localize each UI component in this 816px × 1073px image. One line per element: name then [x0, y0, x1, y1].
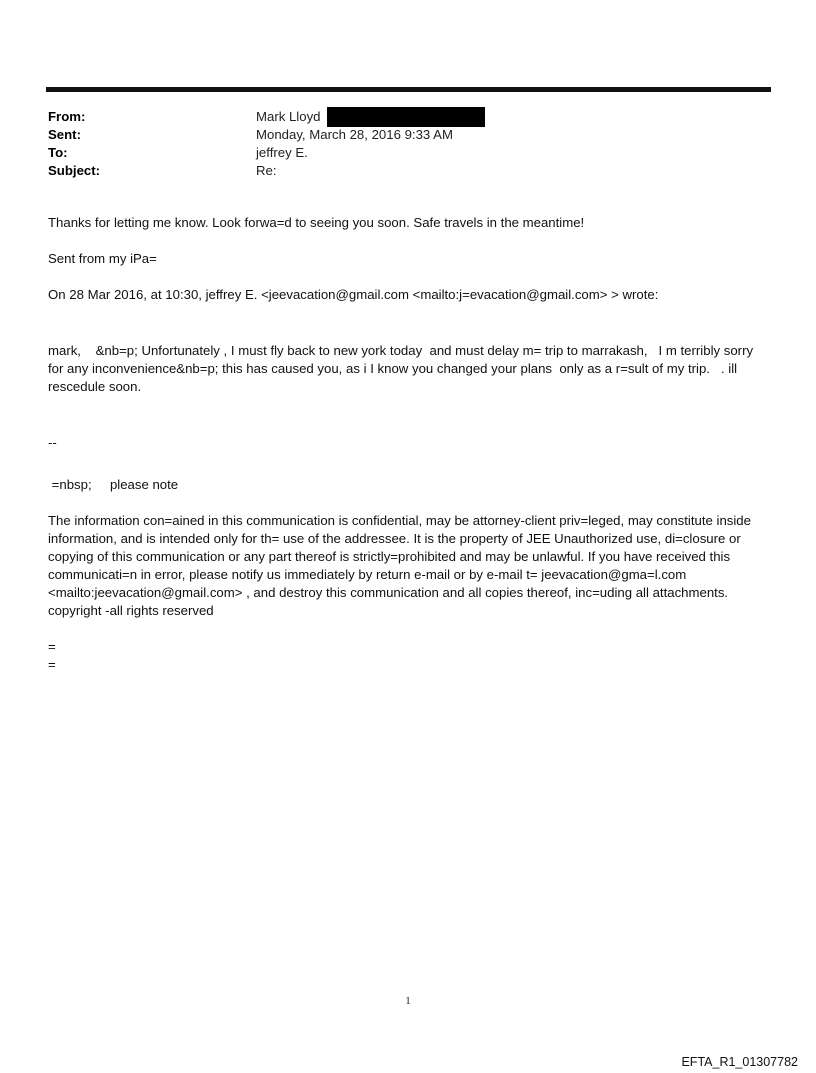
from-name: Mark Lloyd — [256, 109, 321, 124]
sent-row — [48, 126, 768, 144]
from-label: From: — [48, 109, 86, 124]
from-row — [48, 108, 768, 126]
from-value — [256, 108, 485, 126]
to-row — [48, 144, 768, 162]
header-divider — [46, 87, 771, 92]
page-number: 1 — [405, 995, 411, 1007]
email-header — [48, 108, 768, 180]
to-value: jeffrey E. — [256, 145, 308, 160]
subject-value: Re: — [256, 163, 277, 178]
signature: Sent from my iPa= — [48, 251, 157, 266]
to-label: To: — [48, 145, 68, 160]
email-body — [48, 214, 768, 674]
quote-header: On 28 Mar 2016, at 10:30, jeffrey E. <jeevacation@gmail.com <mailto:j=evacation@gmail.com> > wrote: — [48, 287, 659, 302]
reply-line: Thanks for letting me know. Look forwa=d to seeing you soon. Safe travels in the meantime! — [48, 215, 585, 230]
trailing-marker-2: = — [48, 657, 56, 672]
redaction-block — [327, 107, 485, 127]
trailing-marker-1: = — [48, 639, 56, 654]
document-id: EFTA_R1_01307782 — [681, 1055, 798, 1069]
signature-separator: -- — [48, 435, 57, 450]
sent-value: Monday, March 28, 2016 9:33 AM — [256, 127, 453, 142]
subject-label: Subject: — [48, 163, 101, 178]
sent-label: Sent: — [48, 127, 81, 142]
please-note: =nbsp; please note — [48, 477, 179, 492]
quoted-message: mark, &nb=p; Unfortunately , I must fly back to new york today and must delay m= trip to marrakash, I m terribly sorry for any inconvenience&nb=p; this has caused you, as i I know you changed your plans only as a r=sult of my trip. . ill rescedule soon. — [48, 343, 757, 394]
disclaimer: The information con=ained in this communication is confidential, may be attorney-client priv=leged, may constitute inside information, and is intended only for th= use of the addressee. It is the property of JEE Unauthorized use, di=closure or copying of this communication or any part thereof is strictly=prohibited and may be unlawful. If you have received this communicati=n in error, please notify us immediately by return e-mail or by e-mail t= jeevacation@gma=l.com <mailto:jeevacation@gmail.com> , and destroy this communication and all copies thereof, inc=uding all attachments. copyright -all rights reserved — [48, 513, 755, 618]
subject-row — [48, 162, 768, 180]
